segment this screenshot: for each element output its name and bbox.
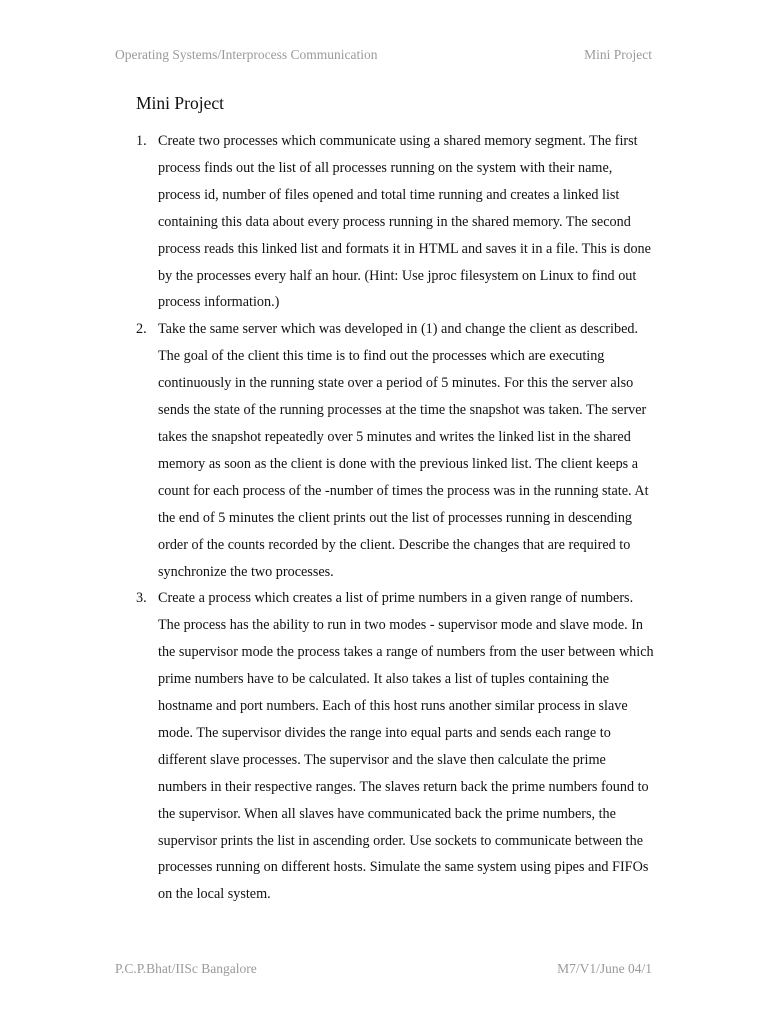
list-item-number: 1. <box>136 133 147 149</box>
page-footer <box>115 961 652 977</box>
list-item-number: 2. <box>136 321 147 338</box>
header-course-title: Operating Systems/Interprocess Communication <box>115 47 378 62</box>
page-header <box>115 47 652 63</box>
list-item <box>136 316 656 585</box>
footer-page-id: M7/V1/June 04/1 <box>557 961 652 976</box>
header-section-title: Mini Project <box>584 47 652 62</box>
list-item <box>136 128 656 316</box>
list-item-text: Take the same server which was developed in (1) and change the client as described. The goal of the client this time is to find out the processes which are executing continuously in the running state over a period of 5 minutes. For this the server also sends the state of the running processes at the time the snapshot was taken. The server takes the snapshot repeatedly over 5 minutes and writes the linked list in the shared memory as soon as the client is done with the previous linked list. The client keeps a count for each process of the -number of times the process was in the running state. At the end of 5 minutes the client prints out the list of processes running in descending order of the counts recorded by the client. Describe the changes that are required to synchronize the two processes. <box>158 321 649 580</box>
list-item <box>136 585 656 908</box>
list-item-text: Create a process which creates a list of prime numbers in a given range of numbers. The process has the ability to run in two modes - supervisor mode and slave mode. In the supervisor mode the process takes a range of numbers from the user between which prime numbers have to be calculated. It also takes a list of tuples containing the hostname and port numbers. Each of this host runs another similar process in slave mode. The supervisor divides the range into equal parts and sends each range to different slave processes. The supervisor and the slave then calculate the prime numbers in their respective ranges. The slaves return back the prime numbers found to the supervisor. When all slaves have communicated back the prime numbers, the supervisor prints the list in ascending order. Use sockets to communicate between the processes running on different hosts. Simulate the same system using pipes and FIFOs on the local system. <box>158 590 654 903</box>
list-item-text: Create two processes which communicate using a shared memory segment. The first process finds out the list of all processes running on the system with their name, process id, number of files opened and total time running and creates a linked list containing this data about every process running in the shared memory. The second process reads this linked list and formats it in HTML and saves it in a file. This is done by the processes every half an hour. (Hint: Use jproc filesystem on Linux to find out process information.) <box>158 133 651 311</box>
list-item-number: 3. <box>136 590 147 607</box>
footer-author: P.C.P.Bhat/IISc Bangalore <box>115 961 257 976</box>
page-title: Mini Project <box>136 93 224 113</box>
project-list <box>136 128 656 908</box>
